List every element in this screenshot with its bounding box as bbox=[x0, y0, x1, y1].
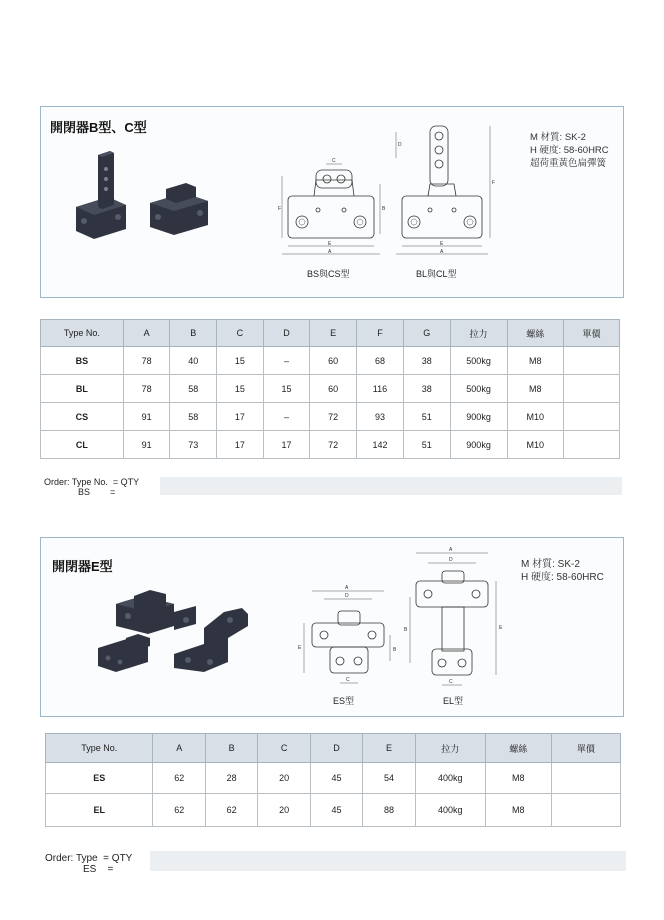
section-e-spec bbox=[521, 558, 604, 584]
price-cell bbox=[564, 375, 620, 403]
table-cell: 93 bbox=[356, 403, 403, 431]
svg-text:E: E bbox=[328, 241, 332, 247]
svg-text:D: D bbox=[449, 557, 453, 563]
column-header: B bbox=[170, 320, 217, 347]
column-header: Type No. bbox=[46, 734, 153, 763]
svg-text:A: A bbox=[449, 547, 453, 553]
table-cell: 62 bbox=[153, 794, 205, 827]
table-cell: 73 bbox=[170, 431, 217, 459]
section-e-spec-table bbox=[45, 733, 621, 827]
svg-text:C: C bbox=[332, 158, 336, 164]
material-spec: M 材質: SK-2 bbox=[530, 132, 586, 143]
table-cell: M8 bbox=[507, 347, 563, 375]
table-cell: M10 bbox=[507, 431, 563, 459]
table-cell: 45 bbox=[310, 794, 362, 827]
table-cell: 88 bbox=[363, 794, 415, 827]
svg-text:F: F bbox=[278, 206, 282, 212]
section-b-title: 開閉器B型、C型 bbox=[50, 120, 147, 135]
table-row bbox=[46, 763, 621, 794]
table-cell: M8 bbox=[485, 794, 551, 827]
column-header: 拉力 bbox=[450, 320, 507, 347]
caption-es: ES型 bbox=[333, 696, 355, 706]
table-cell: 72 bbox=[310, 431, 357, 459]
table-cell: 91 bbox=[123, 431, 170, 459]
table-cell: 40 bbox=[170, 347, 217, 375]
table-cell: 116 bbox=[356, 375, 403, 403]
table-cell: 900kg bbox=[450, 431, 507, 459]
hardness-spec: H 硬度: 58-60HRC bbox=[530, 145, 609, 156]
type-cell: CS bbox=[41, 403, 124, 431]
column-header: G bbox=[403, 320, 450, 347]
column-header: A bbox=[123, 320, 170, 347]
svg-text:F: F bbox=[492, 180, 496, 186]
svg-text:B: B bbox=[404, 627, 408, 633]
column-header: D bbox=[310, 734, 362, 763]
order-line-1: Order: Type No. = QTY bbox=[44, 477, 140, 487]
table-cell: 900kg bbox=[450, 403, 507, 431]
table-cell: – bbox=[263, 347, 310, 375]
table-cell: 68 bbox=[356, 347, 403, 375]
table-cell: 17 bbox=[263, 431, 310, 459]
table-cell: 17 bbox=[217, 431, 264, 459]
svg-text:B: B bbox=[393, 647, 397, 653]
hardness-spec: H 硬度: 58-60HRC bbox=[521, 572, 604, 583]
type-cell: EL bbox=[46, 794, 153, 827]
order-line-2: ES = bbox=[83, 864, 114, 875]
table-cell: M8 bbox=[485, 763, 551, 794]
column-header: A bbox=[153, 734, 205, 763]
spring-note: 超荷重黃色扁彈簧 bbox=[530, 158, 607, 169]
type-cell: CL bbox=[41, 431, 124, 459]
table-cell: 500kg bbox=[450, 375, 507, 403]
price-cell bbox=[551, 794, 620, 827]
table-cell: 142 bbox=[356, 431, 403, 459]
table-cell: 20 bbox=[258, 794, 310, 827]
column-header: 螺絲 bbox=[485, 734, 551, 763]
table-cell: 54 bbox=[363, 763, 415, 794]
svg-text:B: B bbox=[382, 206, 386, 212]
price-cell bbox=[564, 403, 620, 431]
order-line-1: Order: Type = QTY bbox=[45, 853, 133, 864]
column-header: 單價 bbox=[564, 320, 620, 347]
column-header: D bbox=[263, 320, 310, 347]
caption-bl-cl: BL與CL型 bbox=[416, 269, 457, 279]
section-e-order bbox=[45, 853, 132, 875]
table-cell: 45 bbox=[310, 763, 362, 794]
table-cell: 51 bbox=[403, 431, 450, 459]
price-cell bbox=[564, 431, 620, 459]
material-spec: M 材質: SK-2 bbox=[521, 559, 580, 570]
caption-bs-cs: BS與CS型 bbox=[307, 269, 350, 279]
section-b-order bbox=[44, 477, 139, 497]
table-cell: 20 bbox=[258, 763, 310, 794]
table-cell: 62 bbox=[205, 794, 257, 827]
section-b-spec bbox=[530, 131, 609, 170]
column-header: C bbox=[258, 734, 310, 763]
svg-text:E: E bbox=[499, 625, 503, 631]
table-cell: 60 bbox=[310, 375, 357, 403]
svg-text:E: E bbox=[298, 645, 302, 651]
table-cell: – bbox=[263, 403, 310, 431]
table-row bbox=[41, 403, 620, 431]
table-cell: 78 bbox=[123, 375, 170, 403]
table-cell: 500kg bbox=[450, 347, 507, 375]
order-band-b bbox=[160, 477, 622, 495]
column-header: 螺絲 bbox=[507, 320, 563, 347]
table-cell: M8 bbox=[507, 375, 563, 403]
section-e-technical-drawing bbox=[290, 545, 510, 690]
table-header-row bbox=[46, 734, 621, 763]
section-b-product-photo bbox=[68, 145, 228, 245]
table-cell: 17 bbox=[217, 403, 264, 431]
table-cell: 91 bbox=[123, 403, 170, 431]
table-header-row bbox=[41, 320, 620, 347]
svg-text:A: A bbox=[345, 585, 349, 591]
column-header: 拉力 bbox=[415, 734, 485, 763]
table-cell: M10 bbox=[507, 403, 563, 431]
column-header: E bbox=[363, 734, 415, 763]
table-row bbox=[41, 375, 620, 403]
order-band-e bbox=[150, 851, 626, 871]
type-cell: ES bbox=[46, 763, 153, 794]
svg-text:C: C bbox=[346, 677, 350, 683]
table-cell: 51 bbox=[403, 403, 450, 431]
column-header: Type No. bbox=[41, 320, 124, 347]
section-b-spec-table bbox=[40, 319, 620, 459]
table-cell: 28 bbox=[205, 763, 257, 794]
svg-text:D: D bbox=[345, 593, 349, 599]
price-cell bbox=[564, 347, 620, 375]
table-cell: 400kg bbox=[415, 763, 485, 794]
svg-text:A: A bbox=[328, 249, 332, 255]
section-b-technical-drawing bbox=[278, 124, 498, 264]
price-cell bbox=[551, 763, 620, 794]
column-header: E bbox=[310, 320, 357, 347]
table-cell: 60 bbox=[310, 347, 357, 375]
svg-text:C: C bbox=[449, 679, 453, 685]
table-cell: 15 bbox=[263, 375, 310, 403]
column-header: B bbox=[205, 734, 257, 763]
table-cell: 400kg bbox=[415, 794, 485, 827]
column-header: F bbox=[356, 320, 403, 347]
table-cell: 38 bbox=[403, 375, 450, 403]
svg-text:E: E bbox=[440, 241, 444, 247]
column-header: 單價 bbox=[551, 734, 620, 763]
svg-text:A: A bbox=[440, 249, 444, 255]
table-cell: 38 bbox=[403, 347, 450, 375]
section-e-product-photo bbox=[92, 582, 262, 692]
section-e-title: 開閉器E型 bbox=[52, 559, 113, 574]
column-header: C bbox=[217, 320, 264, 347]
table-row bbox=[41, 431, 620, 459]
type-cell: BS bbox=[41, 347, 124, 375]
table-cell: 15 bbox=[217, 347, 264, 375]
table-row bbox=[41, 347, 620, 375]
table-cell: 58 bbox=[170, 375, 217, 403]
caption-el: EL型 bbox=[443, 696, 464, 706]
order-line-2: BS = bbox=[78, 487, 116, 497]
table-cell: 62 bbox=[153, 763, 205, 794]
svg-text:D: D bbox=[398, 142, 402, 148]
table-row bbox=[46, 794, 621, 827]
table-cell: 72 bbox=[310, 403, 357, 431]
table-cell: 15 bbox=[217, 375, 264, 403]
table-cell: 58 bbox=[170, 403, 217, 431]
type-cell: BL bbox=[41, 375, 124, 403]
table-cell: 78 bbox=[123, 347, 170, 375]
